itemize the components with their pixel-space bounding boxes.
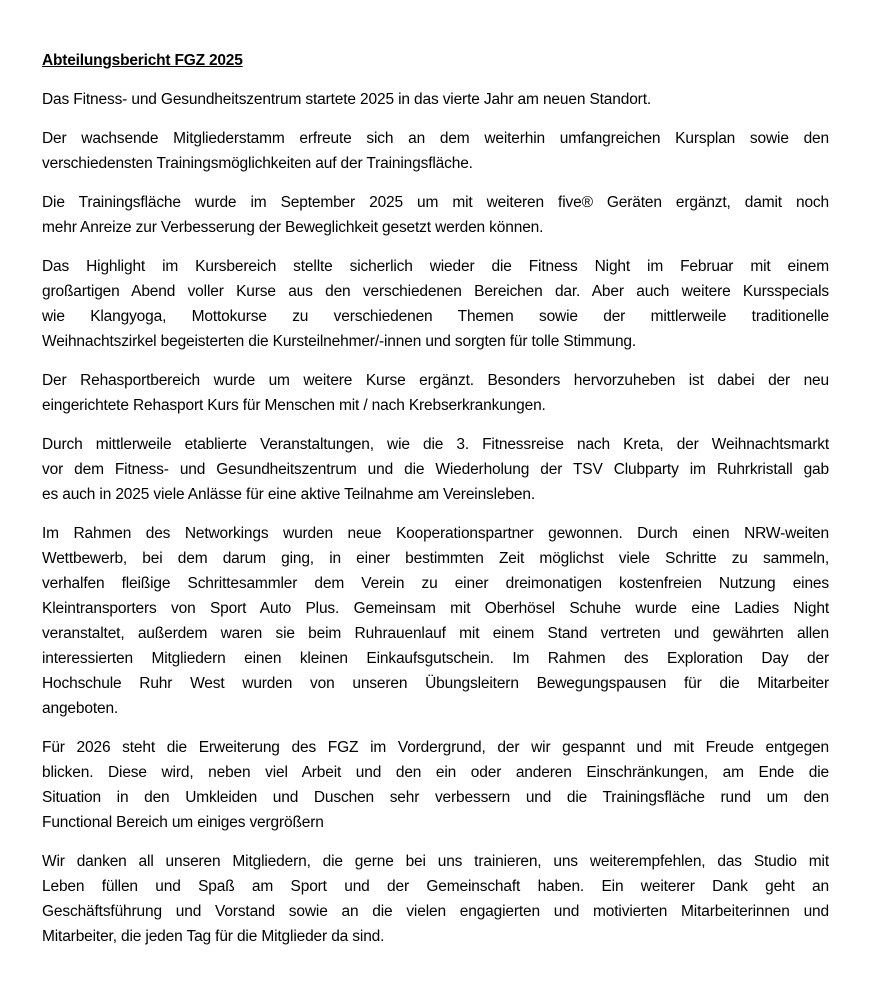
text-line: Leben füllen und Spaß am Sport und der Gemeinschaft haben. Ein weiterer Dank geht an: [42, 878, 829, 895]
paragraph-events: [42, 432, 829, 507]
text-line: Das Highlight im Kursbereich stellte sicherlich wieder die Fitness Night im Februar mit einem: [42, 258, 829, 275]
text-line: Weihnachtszirkel begeisterten die Kursteilnehmer/-innen und sorgten für tolle Stimmung.: [42, 333, 637, 350]
text-line: Wettbewerb, bei dem darum ging, in einer bestimmten Zeit möglichst viele Schritte zu sammeln,: [42, 550, 829, 567]
paragraph-intro: [42, 87, 829, 112]
paragraph-networking: [42, 521, 829, 721]
text-line: Für 2026 steht die Erweiterung des FGZ im Vordergrund, der wir gespannt und mit Freude entgegen: [42, 739, 829, 756]
document-page: [42, 48, 829, 963]
paragraph-outlook-2026: [42, 735, 829, 835]
text-line: verschiedensten Trainingsmöglichkeiten auf der Trainingsfläche.: [42, 155, 473, 172]
text-line: vor dem Fitness- und Gesundheitszentrum und die Wiederholung der TSV Clubparty im Ruhrkristall gab: [42, 461, 829, 478]
paragraph-thanks: [42, 849, 829, 949]
text-line: Der wachsende Mitgliederstamm erfreute sich an dem weiterhin umfangreichen Kursplan sowie den: [42, 130, 829, 147]
text-line: es auch in 2025 viele Anlässe für eine aktive Teilnahme am Vereinsleben.: [42, 486, 535, 503]
text-line: Geschäftsführung und Vorstand sowie an die vielen engagierten und motivierten Mitarbeiterinnen und: [42, 903, 829, 920]
paragraph-training-area: [42, 190, 829, 240]
text-line: mehr Anreize zur Verbesserung der Beweglichkeit gesetzt werden können.: [42, 219, 544, 236]
paragraph-rehasport: [42, 368, 829, 418]
text-line: Mitarbeiter, die jeden Tag für die Mitglieder da sind.: [42, 928, 385, 945]
paragraph-members: [42, 126, 829, 176]
paragraph-courses: [42, 254, 829, 354]
text-line: Die Trainingsfläche wurde im September 2025 um mit weiteren five® Geräten ergänzt, damit noch: [42, 194, 829, 211]
text-line: interessierten Mitgliedern einen kleinen Einkaufsgutschein. Im Rahmen des Exploration Day der: [42, 650, 829, 667]
text-line: Hochschule Ruhr West wurden von unseren Übungsleitern Bewegungspausen für die Mitarbeiter: [42, 675, 829, 692]
text-line: wie Klangyoga, Mottokurse zu verschiedenen Themen sowie der mittlerweile traditionelle: [42, 308, 829, 325]
text-line: Kleintransporters von Sport Auto Plus. Gemeinsam mit Oberhösel Schuhe wurde eine Ladies Night: [42, 600, 829, 617]
text-line: verhalfen fleißige Schrittesammler dem Verein zu einer dreimonatigen kostenfreien Nutzung eines: [42, 575, 829, 592]
text-line: veranstaltet, außerdem waren sie beim Ruhrauenlauf mit einem Stand vertreten und gewährten allen: [42, 625, 829, 642]
text-line: großartigen Abend voller Kurse aus den verschiedenen Bereichen dar. Aber auch weitere Kursspecials: [42, 283, 829, 300]
text-line: Der Rehasportbereich wurde um weitere Kurse ergänzt. Besonders hervorzuheben ist dabei der neu: [42, 372, 829, 389]
document-title: Abteilungsbericht FGZ 2025: [42, 52, 243, 69]
text-line: Situation in den Umkleiden und Duschen sehr verbessern und die Trainingsfläche rund um den: [42, 789, 829, 806]
text-line: Im Rahmen des Networkings wurden neue Kooperationspartner gewonnen. Durch einen NRW-weiten: [42, 525, 829, 542]
text-line: angeboten.: [42, 700, 119, 717]
text-line: Das Fitness- und Gesundheitszentrum startete 2025 in das vierte Jahr am neuen Standort.: [42, 91, 652, 108]
text-line: eingerichtete Rehasport Kurs für Menschen mit / nach Krebserkrankungen.: [42, 397, 546, 414]
text-line: Functional Bereich um einiges vergrößern: [42, 814, 324, 831]
text-line: blicken. Diese wird, neben viel Arbeit und den ein oder anderen Einschränkungen, am Ende die: [42, 764, 829, 781]
text-line: Wir danken all unseren Mitgliedern, die gerne bei uns trainieren, uns weiterempfehlen, das Studio mit: [42, 853, 829, 870]
text-line: Durch mittlerweile etablierte Veranstaltungen, wie die 3. Fitnessreise nach Kreta, der Weihnachtsmarkt: [42, 436, 829, 453]
